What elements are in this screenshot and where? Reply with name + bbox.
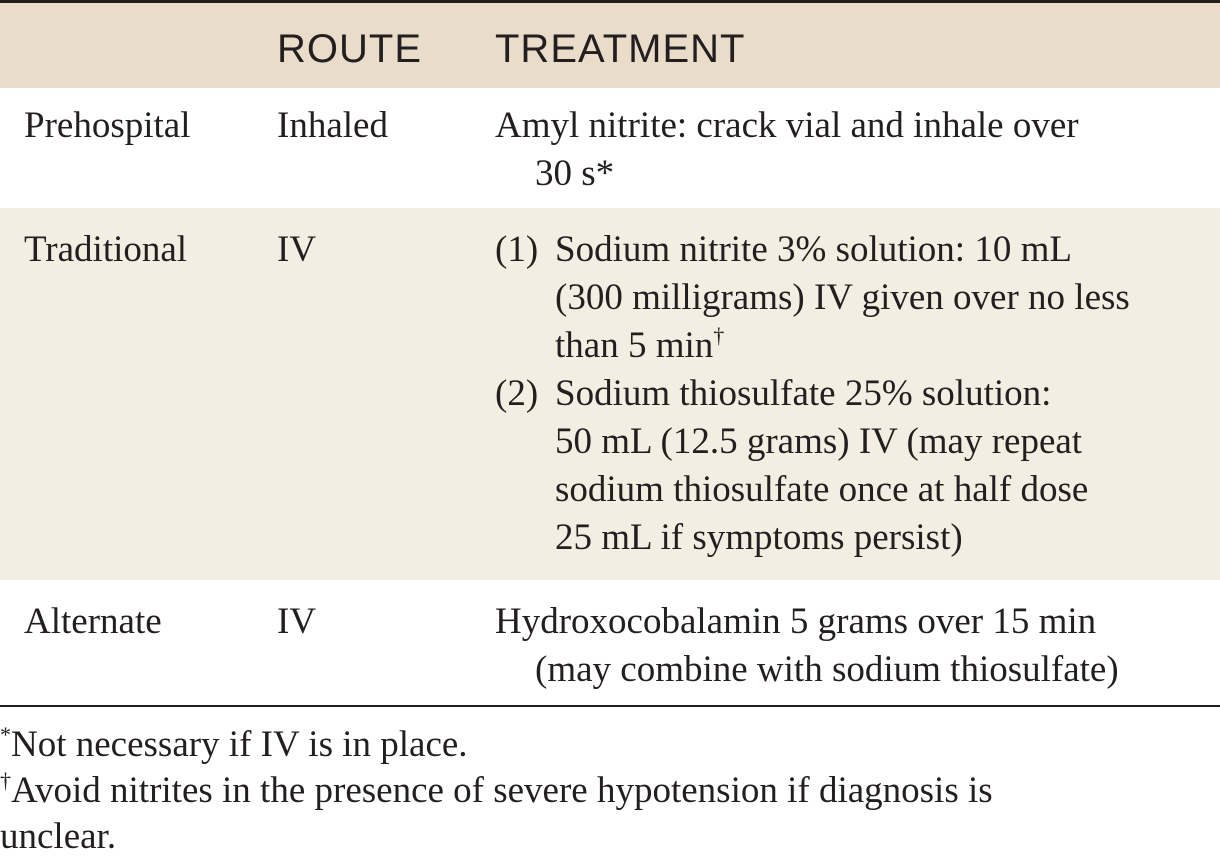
footnote-text: Not necessary if IV is in place. <box>11 724 468 765</box>
table-header-row <box>0 0 1220 88</box>
treatment-line-continued: (may combine with sodium thiosulfate) <box>535 649 1119 690</box>
route-cell: Inhaled <box>277 105 388 146</box>
footnotes <box>0 722 1210 860</box>
item-line: 50 mL (12.5 grams) IV (may repeat <box>555 421 1083 462</box>
setting-cell: Prehospital <box>24 105 191 146</box>
table-row-alternate <box>0 580 1220 707</box>
footnote-text: Avoid nitrites in the presence of severe hypotension if diagnosis is <box>11 770 993 811</box>
item-number: (2) <box>495 373 539 414</box>
header-col-route: ROUTE <box>277 27 422 71</box>
treatment-item <box>495 370 1210 562</box>
setting-cell: Alternate <box>24 601 162 642</box>
treatment-line: Hydroxocobalamin 5 grams over 15 min <box>495 601 1097 642</box>
item-line: Sodium nitrite 3% solution: 10 mL <box>555 229 1072 270</box>
footnote-ref-dagger: † <box>713 323 725 348</box>
item-text <box>555 226 1210 370</box>
footnote-dagger <box>0 768 1210 814</box>
header-col-treatment: TREATMENT <box>495 27 746 71</box>
treatment-item <box>495 226 1210 370</box>
item-line: Sodium thiosulfate 25% solution: <box>555 373 1052 414</box>
item-number: (1) <box>495 229 539 270</box>
table-row-traditional <box>0 208 1220 580</box>
treatment-cell <box>495 226 1210 562</box>
item-line-text: than 5 min <box>555 325 714 366</box>
treatment-line: Amyl nitrite: crack vial and inhale over <box>495 105 1079 146</box>
table-row-prehospital <box>0 88 1220 208</box>
route-cell: IV <box>277 229 317 270</box>
treatment-line-text: 30 s <box>535 153 596 194</box>
item-line <box>555 322 1210 370</box>
route-cell: IV <box>277 601 317 642</box>
item-line: sodium thiosulfate once at half dose <box>555 469 1089 510</box>
footnote-mark: † <box>0 768 11 793</box>
item-line: 25 mL if symptoms persist) <box>555 517 963 558</box>
treatment-line-continued <box>495 150 1210 198</box>
treatment-cell <box>495 598 1210 694</box>
footnote-dagger-continued: unclear. <box>0 816 117 857</box>
treatment-cell <box>495 102 1210 198</box>
footnote-asterisk <box>0 722 1210 768</box>
item-text <box>555 370 1210 562</box>
setting-cell: Traditional <box>24 229 188 270</box>
item-line: (300 milligrams) IV given over no less <box>555 277 1130 318</box>
footnote-ref-asterisk: * <box>595 153 615 194</box>
footnote-mark: * <box>0 722 11 747</box>
